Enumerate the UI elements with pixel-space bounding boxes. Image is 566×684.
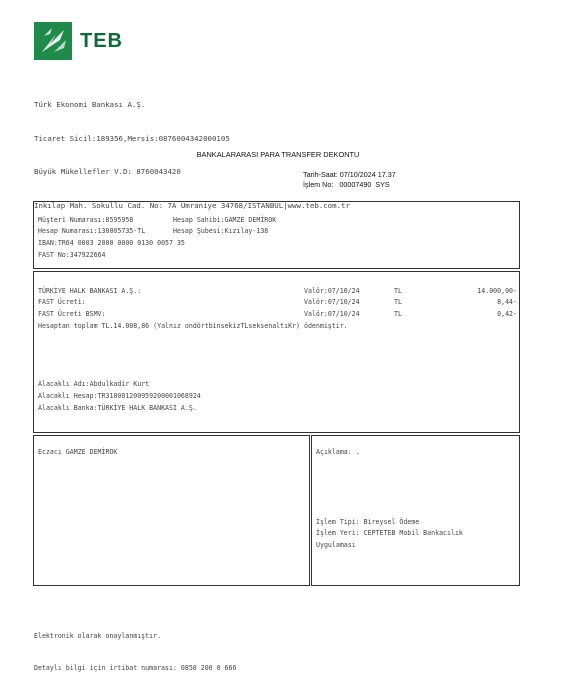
customer-number: Müşteri Numarası:8595958 <box>38 216 134 224</box>
trade-registry: Ticaret Sicil:189356,Mersis:0876004342000105 <box>34 133 230 143</box>
total-paid-text: Hesaptan toplam TL.14.008,86 (Yalnız ondörtbinsekizTLseksenaltıKr) ödenmiştir. <box>38 322 348 330</box>
stork-logo-icon <box>34 22 72 60</box>
sender-note-box <box>33 435 310 586</box>
account-owner: Hesap Sahibi:GAMZE DEMİROK <box>173 216 277 224</box>
transaction-desc: FAST Ücreti BSMV: <box>38 310 106 318</box>
transaction-currency: TL <box>394 298 402 306</box>
description: Açıklama: . <box>316 448 360 456</box>
sender-note: Eczacı GAMZE DEMİROK <box>38 448 118 456</box>
transaction-details-box <box>311 435 520 586</box>
document-title: BANKALARARASI PARA TRANSFER DEKONTU <box>196 150 360 159</box>
approval-note: Elektronik olarak onaylanmıştır. <box>34 632 162 640</box>
transaction-valor: Valör:07/10/24 <box>304 287 360 295</box>
transaction-amount: 14.000,00- <box>477 287 517 295</box>
transaction-datetime: Tarih-Saat: 07/10/2024 17.37 <box>303 170 396 179</box>
transaction-valor: Valör:07/10/24 <box>304 310 360 318</box>
account-number: Hesap Numarası:130005735-TL <box>38 227 146 235</box>
contact-info: Detaylı bilgi için irtibat numarası: 0850 200 0 666 <box>34 664 237 672</box>
fast-number: FAST No:347922664 <box>38 251 106 259</box>
transaction-type: İşlem Tipi: Bireysel Ödeme <box>316 518 420 526</box>
transaction-amount: 8,44- <box>497 298 517 306</box>
transaction-place: İşlem Yeri: CEPTETEB Mobil Bankacılık <box>316 529 463 537</box>
transaction-valor: Valör:07/10/24 <box>304 298 360 306</box>
transaction-place-cont: Uygulaması <box>316 541 356 549</box>
transaction-currency: TL <box>394 310 402 318</box>
logo-text: TEB <box>80 30 123 52</box>
document-meta <box>303 170 396 189</box>
receiver-account: Alacaklı Hesap:TR310001200959200001068924 <box>38 392 201 400</box>
transaction-desc: FAST Ücreti: <box>38 298 86 306</box>
account-branch: Hesap Şubesi:Kızılay-138 <box>173 227 269 235</box>
transaction-currency: TL <box>394 287 402 295</box>
bank-logo <box>34 22 123 62</box>
transaction-desc: TÜRKİYE HALK BANKASI A.Ş.: <box>38 287 142 295</box>
bank-name: Türk Ekonomi Bankası A.Ş. <box>34 100 146 109</box>
tax-office: Büyük Mükellefler V.D: 8760043420 <box>34 167 181 176</box>
transaction-amount: 0,42- <box>497 310 517 318</box>
receiver-bank: Alacaklı Banka:TÜRKİYE HALK BANKASI A.Ş. <box>38 404 197 412</box>
transaction-box <box>33 271 520 433</box>
transaction-number: İşlem No: 00007490 SYS <box>303 179 390 189</box>
iban: IBAN:TR64 0003 2000 0000 0130 0057 35 <box>38 239 185 247</box>
customer-info-box <box>33 201 520 269</box>
receiver-name: Alacaklı Adı:Abdulkadir Kurt <box>38 380 150 388</box>
footer <box>34 610 236 684</box>
bank-address: İnkılap Mah. Sokullu Cad. No: 7A Ümraniye 34768/İSTANBUL|www.teb.com.tr <box>34 200 350 210</box>
